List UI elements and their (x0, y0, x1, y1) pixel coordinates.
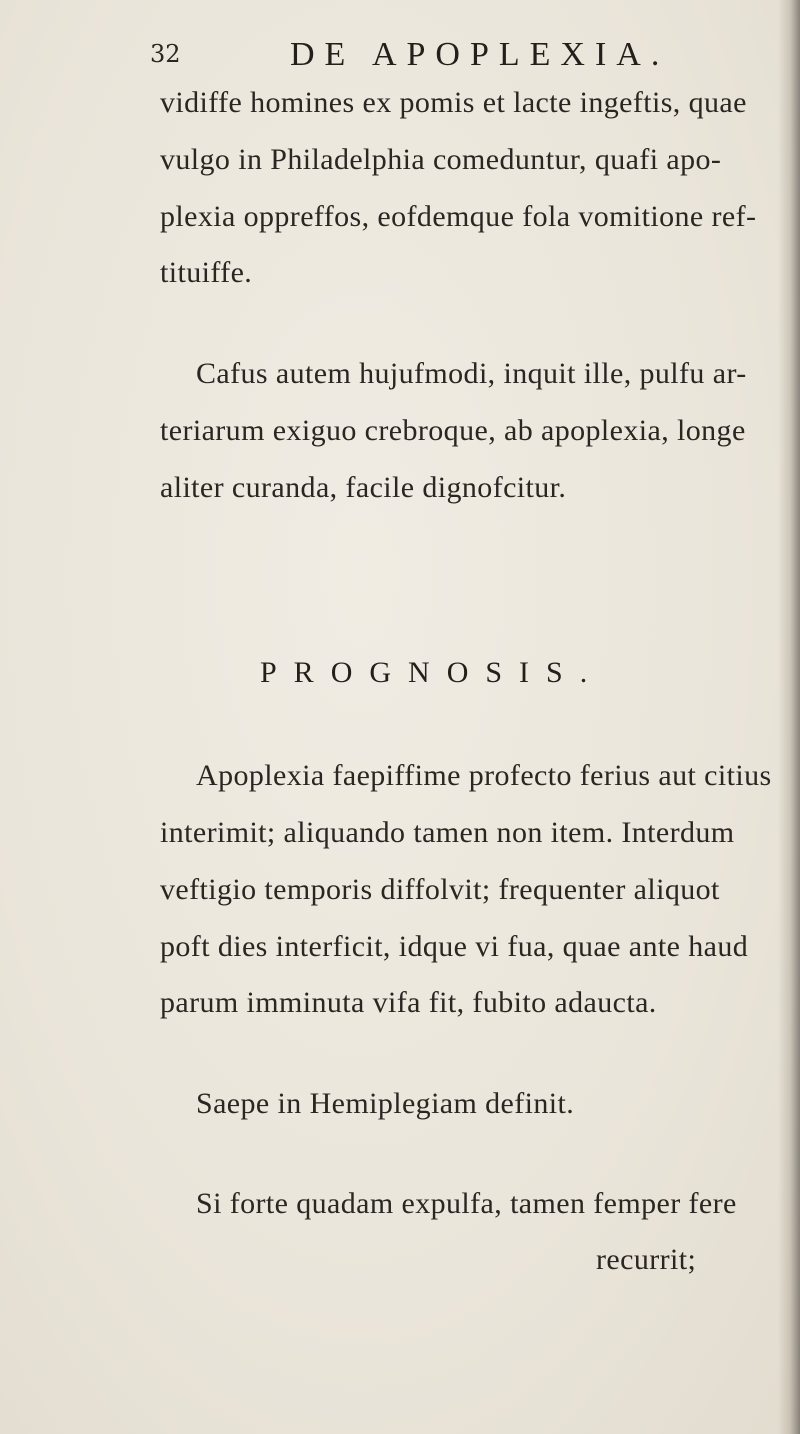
running-head: DE APOPLEXIA. (290, 36, 670, 73)
text-line: vidiffe homines ex pomis et lacte ingeftis, quae (160, 86, 747, 119)
text-line: teriarum exiguo crebroque, ab apoplexia, longe (160, 414, 746, 447)
catchword: recurrit; (596, 1243, 697, 1276)
text-line: vulgo in Philadelphia comeduntur, quafi apo- (160, 143, 722, 176)
page-number: 32 (150, 40, 181, 68)
text-line: Cafus autem hujufmodi, inquit ille, pulfu ar- (196, 357, 747, 390)
section-heading: PROGNOSIS. (260, 656, 605, 689)
page-header (150, 36, 710, 76)
text-line: plexia oppreffos, eofdemque fola vomitione ref- (160, 200, 757, 233)
text-line: poft dies interficit, idque vi fua, quae ante haud (160, 930, 749, 963)
text-line: Saepe in Hemiplegiam definit. (196, 1087, 575, 1120)
page-edge-shadow (778, 0, 800, 1434)
text-line: tituiffe. (160, 256, 253, 289)
text-line: veftigio temporis diffolvit; frequenter aliquot (160, 873, 720, 906)
text-line: Apoplexia faepiffime profecto ferius aut citius (196, 759, 772, 792)
text-line: interimit; aliquando tamen non item. Interdum (160, 816, 735, 849)
text-line: parum imminuta vifa fit, fubito adaucta. (160, 986, 657, 1019)
text-line: aliter curanda, facile dignofcitur. (160, 471, 567, 504)
text-line: Si forte quadam expulfa, tamen femper fere (196, 1187, 737, 1220)
